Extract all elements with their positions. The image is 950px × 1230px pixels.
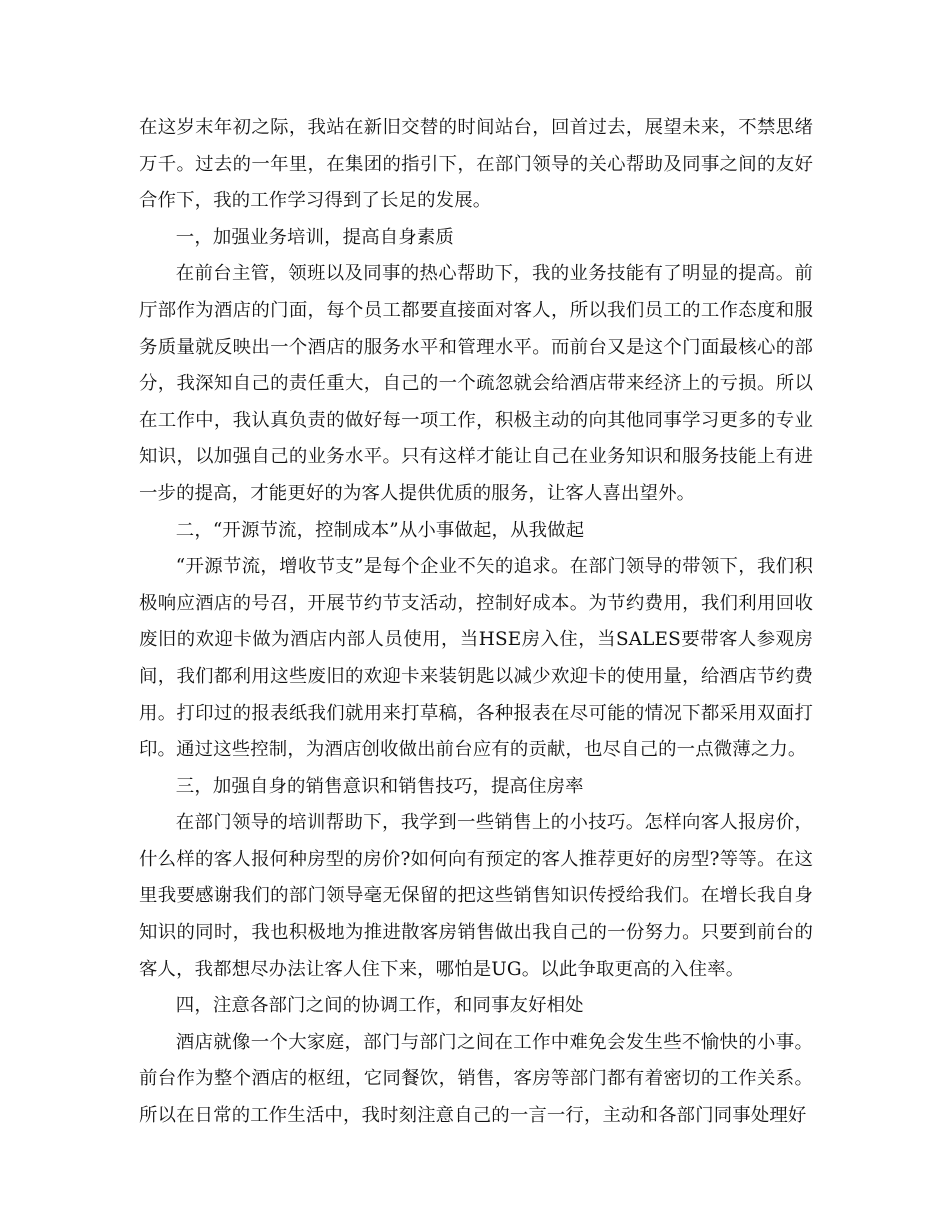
section-3-body: 在部门领导的培训帮助下，我学到一些销售上的小技巧。怎样向客人报房价，什么样的客人报何种房型的房价?如何向有预定的客人推荐更好的房型?等等。在这里我要感谢我们的部门领导毫无保留的把这些销售知识传授给我们。在增长我自身知识的同时，我也积极地为推进散客房销售做出我自己的一份努力。只要到前台的客人，我都想尽办法让客人住下来，哪怕是UG。以此争取更高的入住率。 bbox=[139, 812, 813, 980]
section-1-heading: 一，加强业务培训，提高自身素质 bbox=[175, 226, 454, 248]
section-2-body: “开源节流，增收节支”是每个企业不矢的追求。在部门领导的带领下，我们积极响应酒店的号召，开展节约节支活动，控制好成本。为节约费用，我们利用回收废旧的欢迎卡做为酒店内部人员使用，当HSE房入住，当SALES要带客人参观房间，我们都利用这些废旧的欢迎卡来装钥匙以减少欢迎卡的使用量，给酒店节约费用。打印过的报表纸我们就用来打草稿，各种报表在尽可能的情况下都采用双面打印。通过这些控制，为酒店创收做出前台应有的贡献，也尽自己的一点微薄之力。 bbox=[139, 556, 813, 761]
section-3-heading: 三，加强自身的销售意识和销售技巧，提高住房率 bbox=[175, 775, 584, 797]
document-page bbox=[139, 110, 813, 1135]
section-1-body: 在前台主管，领班以及同事的热心帮助下，我的业务技能有了明显的提高。前厅部作为酒店的门面，每个员工都要直接面对客人，所以我们员工的工作态度和服务质量就反映出一个酒店的服务水平和管理水平。而前台又是这个门面最核心的部分，我深知自己的责任重大，自己的一个疏忽就会给酒店带来经济上的亏损。所以在工作中，我认真负责的做好每一项工作，积极主动的向其他同事学习更多的专业知识，以加强自己的业务水平。只有这样才能让自己在业务知识和服务技能上有进一步的提高，才能更好的为客人提供优质的服务，让客人喜出望外。 bbox=[139, 263, 813, 504]
section-4-body: 酒店就像一个大家庭，部门与部门之间在工作中难免会发生些不愉快的小事。前台作为整个酒店的枢纽，它同餐饮，销售，客房等部门都有着密切的工作关系。所以在日常的工作生活中，我时刻注意自己的一言一行，主动和各部门同事处理好 bbox=[139, 1031, 813, 1127]
section-2-heading: 二，“开源节流，控制成本”从小事做起，从我做起 bbox=[175, 519, 585, 541]
section-4-heading: 四，注意各部门之间的协调工作，和同事友好相处 bbox=[175, 995, 584, 1017]
intro-paragraph: 在这岁末年初之际，我站在新旧交替的时间站台，回首过去，展望未来，不禁思绪万千。过去的一年里，在集团的指引下，在部门领导的关心帮助及同事之间的友好合作下，我的工作学习得到了长足的发展。 bbox=[139, 117, 813, 212]
